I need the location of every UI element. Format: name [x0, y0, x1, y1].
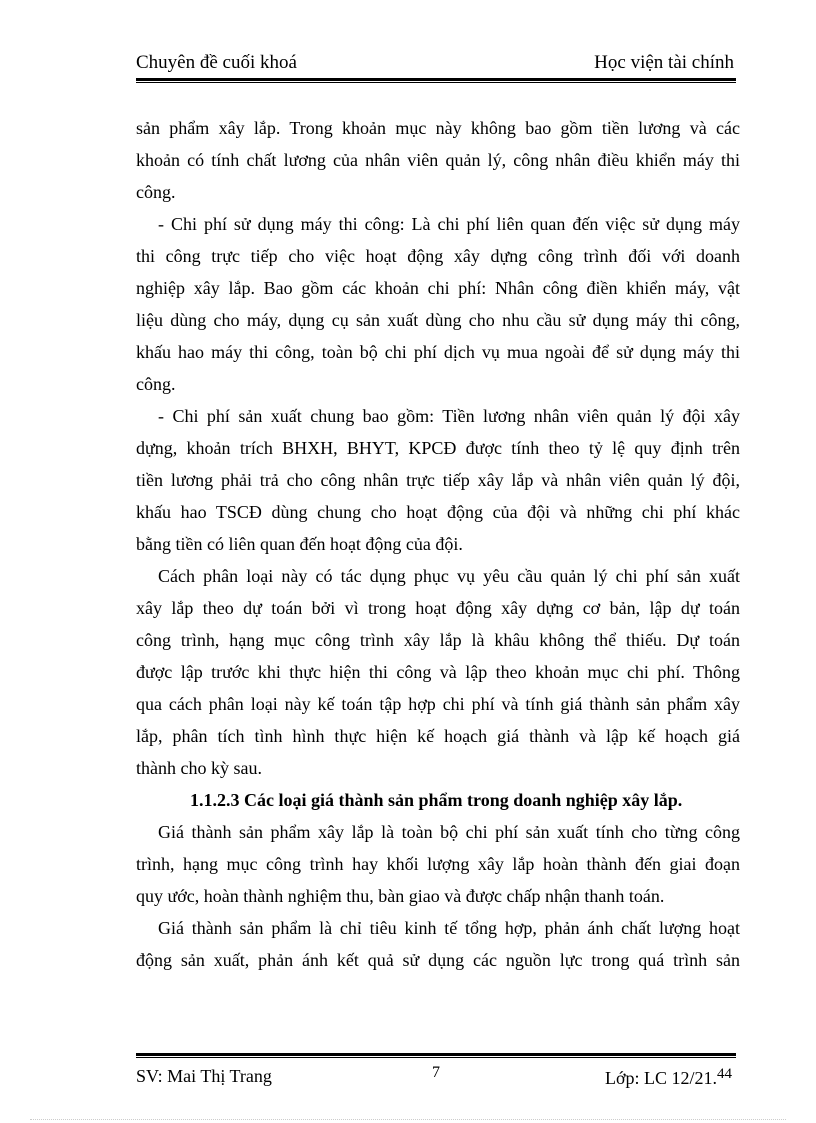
- text-line: bằng tiền có liên quan đến hoạt động của đội.: [136, 534, 463, 554]
- text-line: liệu dùng cho máy, dụng cụ sản xuất dùng cho nhu cầu sử dụng máy thi công,: [136, 310, 740, 330]
- text-line: Cách phân loại này có tác dụng phục vụ yêu cầu quản lý chi phí sản xuất: [158, 566, 740, 586]
- text-line: - Chi phí sử dụng máy thi công: Là chi phí liên quan đến việc sử dụng máy: [158, 214, 740, 234]
- text-line: khấu hao TSCĐ dùng chung cho hoạt động của đội và những chi phí khác: [136, 502, 740, 522]
- text-line: dựng, khoản trích BHXH, BHYT, KPCĐ được tính theo tỷ lệ quy định trên: [136, 438, 740, 458]
- text-line: được lập trước khi thực hiện thi công và lập theo khoản mục chi phí. Thông: [136, 662, 740, 682]
- text-line: Giá thành sản phẩm là chỉ tiêu kinh tế tổng hợp, phản ánh chất lượng hoạt: [158, 918, 740, 938]
- text-line: sản phẩm xây lắp. Trong khoản mục này không bao gồm tiền lương và các: [136, 118, 740, 138]
- student-name: SV: Mai Thị Trang: [136, 1066, 272, 1086]
- text-line: thành cho kỳ sau.: [136, 758, 262, 778]
- text-line: tiền lương phải trả cho công nhân trực tiếp xây lắp và nhân viên quản lý đội,: [136, 470, 740, 490]
- footer-rule: [136, 1053, 736, 1058]
- header-title-left: Chuyên đề cuối khoá: [136, 52, 297, 73]
- text-line: nghiệp xây lắp. Bao gồm các khoản chi phí: Nhân công điền khiển máy, vật: [136, 278, 740, 298]
- text-line: công.: [136, 182, 176, 202]
- header-title-right: Học viện tài chính: [594, 52, 734, 73]
- text-line: khấu hao máy thi công, toàn bộ chi phí dịch vụ mua ngoài để sử dụng máy thi: [136, 342, 740, 362]
- page-number: 7: [432, 1064, 440, 1081]
- text-line: khoản có tính chất lương của nhân viên quản lý, công nhân điều khiển máy thi: [136, 150, 740, 170]
- text-line: qua cách phân loại này kế toán tập hợp chi phí và tính giá thành sản phẩm xây: [136, 694, 740, 714]
- section-heading: 1.1.2.3 Các loại giá thành sản phẩm trong doanh nghiệp xây lắp.: [190, 790, 683, 810]
- text-line: công trình, hạng mục công trình xây lắp là khâu không thể thiếu. Dự toán: [136, 630, 740, 650]
- page-boundary: [30, 1119, 786, 1120]
- text-line: công.: [136, 374, 176, 394]
- text-line: thi công trực tiếp cho việc hoạt động xây dựng công trình đối với doanh: [136, 246, 740, 266]
- document-body: [136, 112, 740, 976]
- text-line: trình, hạng mục công trình hay khối lượng xây lắp hoàn thành đến giai đoạn: [136, 854, 740, 874]
- page-header: [136, 52, 734, 74]
- text-line: động sản xuất, phản ánh kết quả sử dụng các nguồn lực trong quá trình sản: [136, 950, 740, 970]
- class-text: Lớp: LC 12/21.: [604, 1068, 717, 1088]
- text-line: Giá thành sản phẩm xây lắp là toàn bộ chi phí sản xuất tính cho từng công: [158, 822, 740, 842]
- text-line: lắp, phân tích tình hình thực hiện kế hoạch giá thành và lập kế hoạch giá: [136, 726, 740, 746]
- class-label: [605, 1066, 732, 1089]
- header-rule: [136, 78, 736, 83]
- class-superscript: 44: [717, 1066, 732, 1082]
- text-line: xây lắp theo dự toán bởi vì trong hoạt động xây dựng cơ bản, lập dự toán: [136, 598, 740, 618]
- text-line: - Chi phí sản xuất chung bao gồm: Tiền lương nhân viên quản lý đội xây: [158, 406, 740, 426]
- text-line: quy ước, hoàn thành nghiệm thu, bàn giao và được chấp nhận thanh toán.: [136, 886, 665, 906]
